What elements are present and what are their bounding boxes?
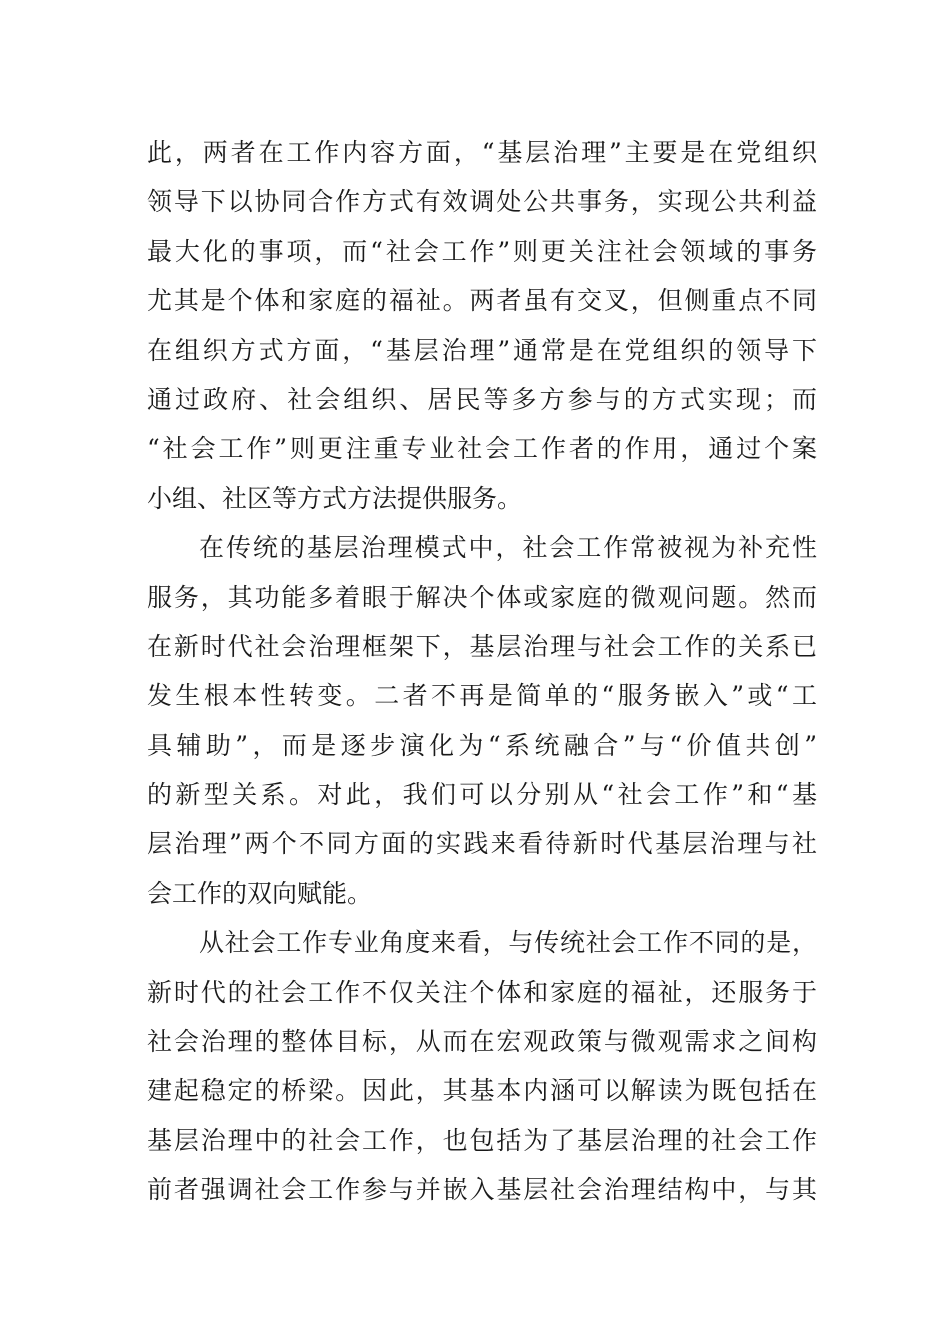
paragraph-3-line: 新时代的社会工作不仅关注个体和家庭的福祉，还服务于 xyxy=(147,977,817,1007)
paragraph-2-line: 具辅助”，而是逐步演化为“系统融合”与“价值共创” xyxy=(147,730,817,760)
body-text xyxy=(147,128,817,1215)
paragraph-1-line: 通过政府、社会组织、居民等多方参与的方式实现；而 xyxy=(147,384,817,414)
paragraph-3-line: 建起稳定的桥梁。因此，其基本内涵可以解读为既包括在 xyxy=(147,1076,817,1106)
paragraph-3-line: 前者强调社会工作参与并嵌入基层社会治理结构中，与其 xyxy=(147,1175,817,1205)
paragraph-2-line: 会工作的双向赋能。 xyxy=(147,878,373,908)
paragraph-3-line: 社会治理的整体目标，从而在宏观政策与微观需求之间构 xyxy=(147,1027,817,1057)
paragraph-2-line: 层治理”两个不同方面的实践来看待新时代基层治理与社 xyxy=(147,829,817,859)
paragraph-2-line: 的新型关系。对此，我们可以分别从“社会工作”和“基 xyxy=(147,780,817,810)
paragraph-1-line: 此，两者在工作内容方面，“基层治理”主要是在党组织 xyxy=(147,138,817,167)
paragraph-1-line: 小组、社区等方式方法提供服务。 xyxy=(147,483,523,513)
paragraph-2-line: 在新时代社会治理框架下，基层治理与社会工作的关系已 xyxy=(147,631,817,661)
paragraph-3-line: 基层治理中的社会工作，也包括为了基层治理的社会工作 xyxy=(147,1125,817,1155)
paragraph-1-line: 领导下以协同合作方式有效调处公共事务，实现公共利益 xyxy=(147,187,817,217)
paragraph-1-line: 尤其是个体和家庭的福祉。两者虽有交叉，但侧重点不同 xyxy=(147,286,817,316)
paragraph-2-line: 服务，其功能多着眼于解决个体或家庭的微观问题。然而 xyxy=(147,582,817,612)
paragraph-1-line: 在组织方式方面，“基层治理”通常是在党组织的领导下 xyxy=(147,335,817,365)
paragraph-3-line: 从社会工作专业角度来看，与传统社会工作不同的是， xyxy=(199,928,817,958)
paragraph-1-line: 最大化的事项，而“社会工作”则更关注社会领域的事务 xyxy=(147,236,817,266)
paragraph-2-line: 在传统的基层治理模式中，社会工作常被视为补充性 xyxy=(199,533,817,563)
paragraph-1-line: “社会工作”则更注重专业社会工作者的作用，通过个案 xyxy=(147,434,817,464)
paragraph-2-line: 发生根本性转变。二者不再是简单的“服务嵌入”或“工 xyxy=(147,681,817,711)
